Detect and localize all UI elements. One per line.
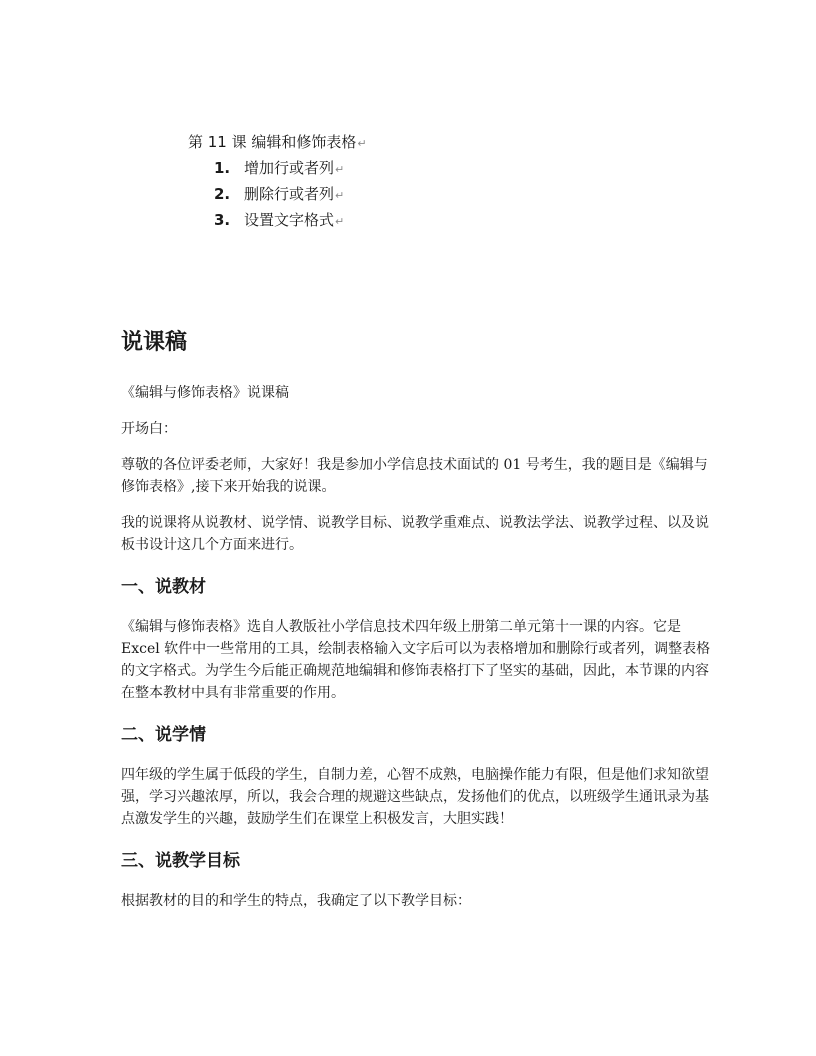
paragraph-mark-icon: ↵ xyxy=(335,215,345,228)
outline-item-number: 3. xyxy=(214,211,231,229)
section-paragraph: 《编辑与修饰表格》选自人教版社小学信息技术四年级上册第二单元第十一课的内容。它是 Excel 软件中一些常用的工具，绘制表格输入文字后可以为表格增加和删除行或者列，调整表格的文字格式。为学生今后能正确规范地编辑和修饰表格打下了坚实的基础，因此，本节课的内容在整本教材中具有非常重要的作用。 xyxy=(121,619,711,701)
opening-label: 开场白： xyxy=(121,421,177,437)
section-heading: 一、说教材 xyxy=(121,577,206,597)
paragraph-mark-icon: ↵ xyxy=(335,163,345,176)
section-heading: 二、说学情 xyxy=(121,725,206,745)
outline-item-text: 设置文字格式 xyxy=(244,211,335,229)
outline-item-text: 增加行或者列 xyxy=(244,159,335,177)
paragraph-mark-icon: ↵ xyxy=(357,137,367,150)
outline-item-number: 1. xyxy=(214,159,231,177)
document-body xyxy=(121,326,711,926)
outline-list xyxy=(188,156,367,234)
outline-item xyxy=(188,156,367,182)
opening-paragraph: 尊敬的各位评委老师，大家好！我是参加小学信息技术面试的 01 号考生，我的题目是《编辑与修饰表格》,接下来开始我的说课。 xyxy=(121,457,708,495)
outline-item-text: 删除行或者列 xyxy=(244,185,335,203)
document-title: 说课稿 xyxy=(121,330,188,355)
paragraph-mark-icon: ↵ xyxy=(335,189,345,202)
section-paragraph: 根据教材的目的和学生的特点，我确定了以下教学目标： xyxy=(121,893,471,909)
plan-paragraph: 我的说课将从说教材、说学情、说教学目标、说教学重难点、说教法学法、说教学过程、以及说板书设计这几个方面来进行。 xyxy=(121,515,709,553)
outline-title xyxy=(188,130,367,156)
outline-item xyxy=(188,208,367,234)
section-paragraph: 四年级的学生属于低段的学生，自制力差，心智不成熟，电脑操作能力有限，但是他们求知欲望强，学习兴趣浓厚，所以，我会合理的规避这些缺点，发扬他们的优点，以班级学生通讯录为基点激发学生的兴趣，鼓励学生们在课堂上积极发言，大胆实践！ xyxy=(121,767,709,827)
outline-item xyxy=(188,182,367,208)
document-subtitle: 《编辑与修饰表格》说课稿 xyxy=(121,385,289,401)
outline-item-number: 2. xyxy=(214,185,231,203)
lesson-outline xyxy=(188,130,367,234)
outline-title-text: 第 11 课 编辑和修饰表格 xyxy=(188,133,357,151)
section-heading: 三、说教学目标 xyxy=(121,851,240,871)
